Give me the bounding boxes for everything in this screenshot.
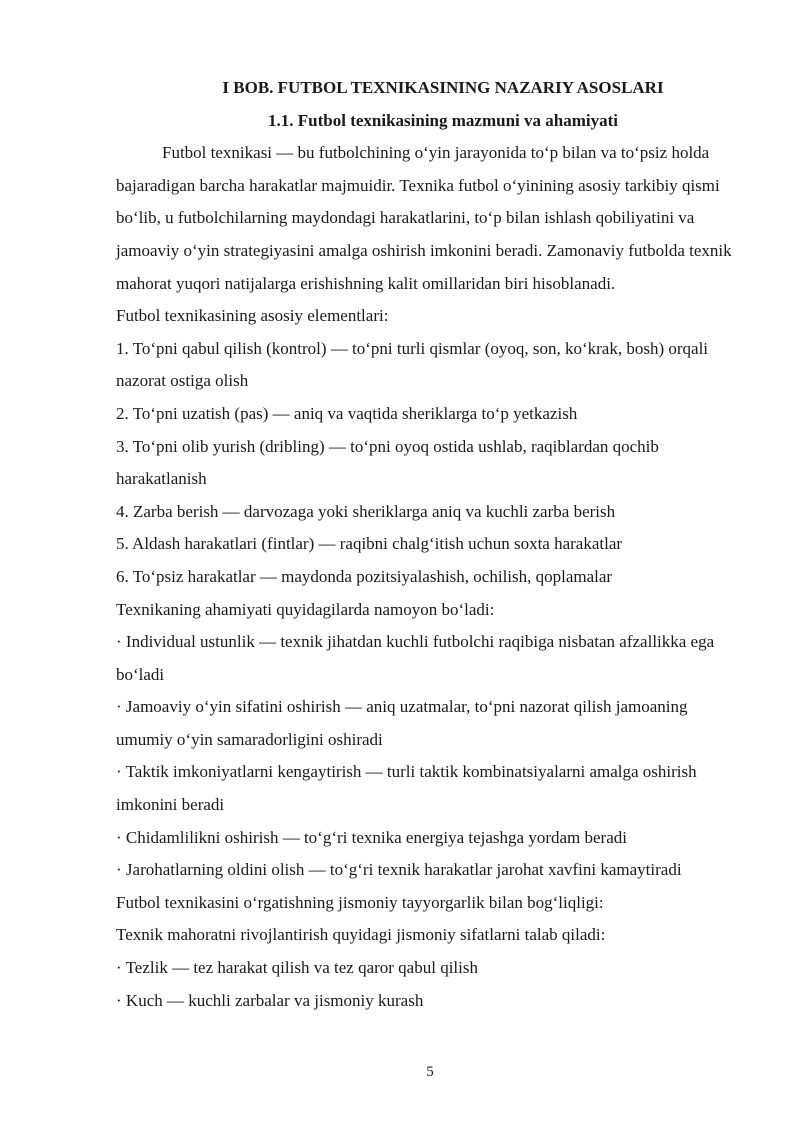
page-number: 5 [426, 1064, 434, 1080]
list-item: · Kuch — kuchli zarbalar va jismoniy kurash [116, 990, 424, 1010]
list-item: 6. To‘psiz harakatlar — maydonda pozitsiyalashish, ochilish, qoplamalar [116, 566, 613, 586]
list-item: · Taktik imkoniyatlarni kengaytirish — turli taktik kombinatsiyalarni amalga oshirish imkonini beradi [116, 762, 697, 815]
list-item: 2. To‘pni uzatish (pas) — aniq va vaqtida sheriklarga to‘p yetkazish [116, 403, 578, 423]
chapter-title: I BOB. FUTBOL TEXNIKASINING NAZARIY ASOSLARI [222, 78, 664, 97]
link-heading: Futbol texnikasini o‘rgatishning jismoniy tayyorgarlik bilan bog‘liqligi: [116, 892, 604, 912]
page-content [116, 72, 744, 1017]
list-item: 1. To‘pni qabul qilish (kontrol) — to‘pni turli qismlar (oyoq, son, ko‘krak, bosh) orqali nazorat ostiga olish [116, 338, 709, 391]
importance-heading: Texnikaning ahamiyati quyidagilarda namoyon bo‘ladi: [116, 599, 495, 619]
list-item: · Chidamlilikni oshirish — to‘g‘ri texnika energiya tejashga yordam beradi [116, 827, 627, 847]
section-title: 1.1. Futbol texnikasining mazmuni va ahamiyati [268, 110, 618, 130]
list-item: 4. Zarba berish — darvozaga yoki sheriklarga aniq va kuchli zarba berish [116, 501, 616, 521]
list-item: · Individual ustunlik — texnik jihatdan kuchli futbolchi raqibiga nisbatan afzallikka ega bo‘ladi [116, 632, 715, 684]
elements-heading: Futbol texnikasining asosiy elementlari: [116, 306, 389, 326]
intro-paragraph: Futbol texnikasi — bu futbolchining o‘yin jarayonida to‘p bilan va to‘psiz holda bajaradigan barcha harakatlar majmuidir. Texnika futbol o‘yinining asosiy tarkibiy qismi bo‘lib, u futbolchilarning maydondagi harakatlarini, to‘p bilan ishlash qobiliyatini va jamoaviy o‘yin strategiyasini amalga oshirish imkonini beradi. Zamonaviy futbolda texnik mahorat yuqori natijalarga erishishning kalit omillaridan biri hisoblanadi. [116, 143, 732, 293]
list-item: 3. To‘pni olib yurish (dribling) — to‘pni oyoq ostida ushlab, raqiblardan qochib harakatlanish [116, 436, 659, 489]
qualities-heading: Texnik mahoratni rivojlantirish quyidagi jismoniy sifatlarni talab qiladi: [116, 925, 606, 945]
list-item: · Tezlik — tez harakat qilish va tez qaror qabul qilish [116, 958, 478, 978]
list-item: · Jamoaviy o‘yin sifatini oshirish — aniq uzatmalar, to‘pni nazorat qilish jamoaning umumiy o‘yin samaradorligini oshiradi [116, 697, 688, 749]
list-item: · Jarohatlarning oldini olish — to‘g‘ri texnik harakatlar jarohat xavfini kamaytiradi [116, 860, 682, 880]
list-item: 5. Aldash harakatlari (fintlar) — raqibni chalg‘itish uchun soxta harakatlar [116, 534, 623, 554]
